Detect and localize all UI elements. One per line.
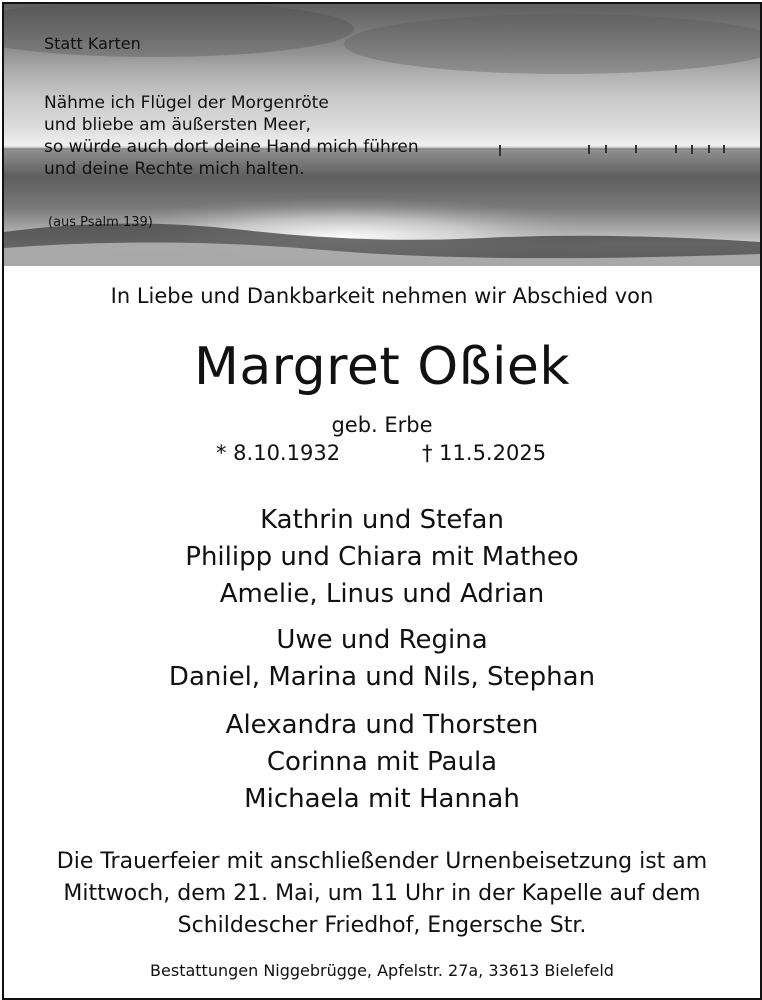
statt-karten-label: Statt Karten [44,34,141,53]
intro-text: In Liebe und Dankbarkeit nehmen wir Abschied von [110,284,654,308]
sea-photo [4,4,760,266]
undertaker-address: Bestattungen Niggebrügge, Apfelstr. 27a, 33613 Bielefeld [150,961,614,980]
mourner-line: Corinna mit Paula [266,747,498,777]
mourner-line: Philipp und Chiara mit Matheo [185,542,579,572]
psalm-verse [44,92,484,180]
mourner-line: Alexandra und Thorsten [225,710,539,740]
mourners-group [4,707,760,818]
mourner-line: Uwe und Regina [276,625,488,655]
verse-line: Nähme ich Flügel der Morgenröte [44,93,329,113]
funeral-notice [4,846,760,942]
birth-name: geb. Erbe [331,413,433,437]
mourners-group [4,622,760,696]
notice-line: Schildescher Friedhof, Engersche Str. [177,913,587,938]
mourner-line: Michaela mit Hannah [244,784,520,814]
verse-line: und deine Rechte mich halten. [44,159,305,179]
obituary-card [2,2,762,1000]
birth-date: * 8.10.1932 [216,441,341,465]
death-date: † 11.5.2025 [422,441,547,465]
verse-line: und bliebe am äußersten Meer, [44,115,311,135]
mourner-line: Kathrin und Stefan [260,505,504,535]
verse-source: (aus Psalm 139) [48,215,153,230]
notice-line: Mittwoch, dem 21. Mai, um 11 Uhr in der Kapelle auf dem [63,881,701,906]
mourners-group [4,502,760,613]
notice-line: Die Trauerfeier mit anschließender Urnenbeisetzung ist am [56,849,708,874]
deceased-name: Margret Oßiek [193,337,571,397]
mourner-line: Amelie, Linus und Adrian [219,579,545,609]
verse-line: so würde auch dort deine Hand mich führen [44,137,419,157]
mourner-line: Daniel, Marina und Nils, Stephan [168,662,596,692]
